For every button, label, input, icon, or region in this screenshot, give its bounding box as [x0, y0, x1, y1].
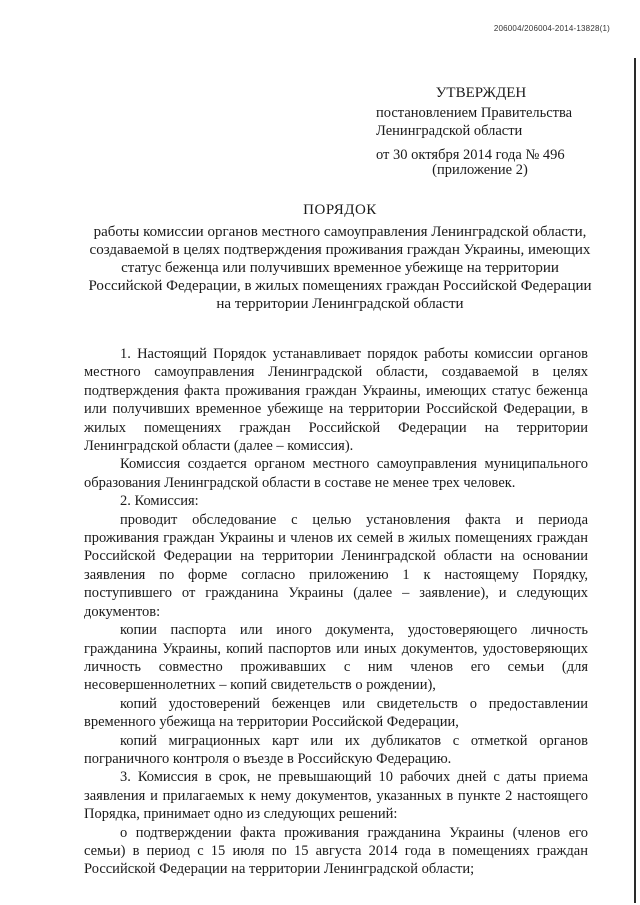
heading-title: ПОРЯДОК	[303, 202, 377, 218]
paragraph-1: 1. Настоящий Порядок устанавливает порядок работы комиссии органов местного самоуправления Ленинградской области, создаваемой в целях подтверждения факта проживания граждан Украины, имеющих статус беженца или получивших временное убежище на территории Российской Федерации, в жилых помещениях граждан Российской Федерации на территории Ленинградской области (далее – комиссия).	[84, 346, 588, 455]
heading-line: Российской Федерации, в жилых помещениях граждан Российской Федерации	[88, 278, 592, 294]
approval-line-1: постановлением Правительства	[376, 105, 573, 121]
paragraph-2-heading: 2. Комиссия:	[120, 493, 199, 510]
paragraph-commission-creation: Комиссия создается органом местного самоуправления муниципального образования Ленинградской области в составе не менее трех человек.	[84, 456, 588, 491]
paragraph-migration-cards: копий миграционных карт или их дубликатов с отметкой органов пограничного контроля о въезде в Российскую Федерацию.	[84, 732, 588, 767]
paragraph-3: 3. Комиссия в срок, не превышающий 10 рабочих дней с даты приема заявления и прилагаемых к нему документов, указанных в пункте 2 настоящего Порядка, принимает одно из следующих решений:	[84, 769, 588, 823]
heading-line: статус беженца или получивших временное убежище на территории	[121, 260, 559, 276]
paragraph-passport-copies: копии паспорта или иного документа, удостоверяющего личность гражданина Украины, копий паспортов или иных документов, удостоверяющих личность совместно проживавших с ним членов его семьи (для несовершеннолетних – копий свидетельств о рождении),	[84, 622, 588, 694]
document-id: 206004/206004-2014-13828(1)	[493, 24, 610, 33]
paragraph-refugee-certificates: копий удостоверений беженцев или свидетельств о предоставлении временного убежища на территории Российской Федерации,	[84, 695, 588, 731]
approval-appendix: (приложение 2)	[432, 162, 528, 178]
document-heading	[60, 201, 620, 313]
heading-line: создаваемой в целях подтверждения проживания граждан Украины, имеющих	[89, 242, 591, 258]
approval-line-2: Ленинградской области	[376, 123, 523, 139]
heading-line: на территории Ленинградской области	[216, 296, 464, 312]
scan-edge-line	[634, 58, 636, 903]
paragraph-2-survey: проводит обследование с целью установления факта и периода проживания граждан Украины и членов их семей в жилых помещениях граждан Российской Федерации на территории Ленинградской области на основании заявления по форме согласно приложению 1 к настоящему Порядку, поступившего от гражданина Украины (далее – заявление), и следующих документов:	[84, 511, 588, 620]
approval-date: от 30 октября 2014 года № 496	[376, 147, 565, 163]
approval-title: УТВЕРЖДЕН	[435, 85, 527, 101]
paragraph-3-decision: о подтверждении факта проживания гражданина Украины (членов его семьи) в период с 15 июля по 15 августа 2014 года в помещениях граждан Российской Федерации на территории Ленинградской области;	[84, 824, 588, 878]
document-body	[84, 345, 588, 879]
approval-block	[376, 84, 616, 179]
heading-line: работы комиссии органов местного самоуправления Ленинградской области,	[93, 224, 587, 240]
